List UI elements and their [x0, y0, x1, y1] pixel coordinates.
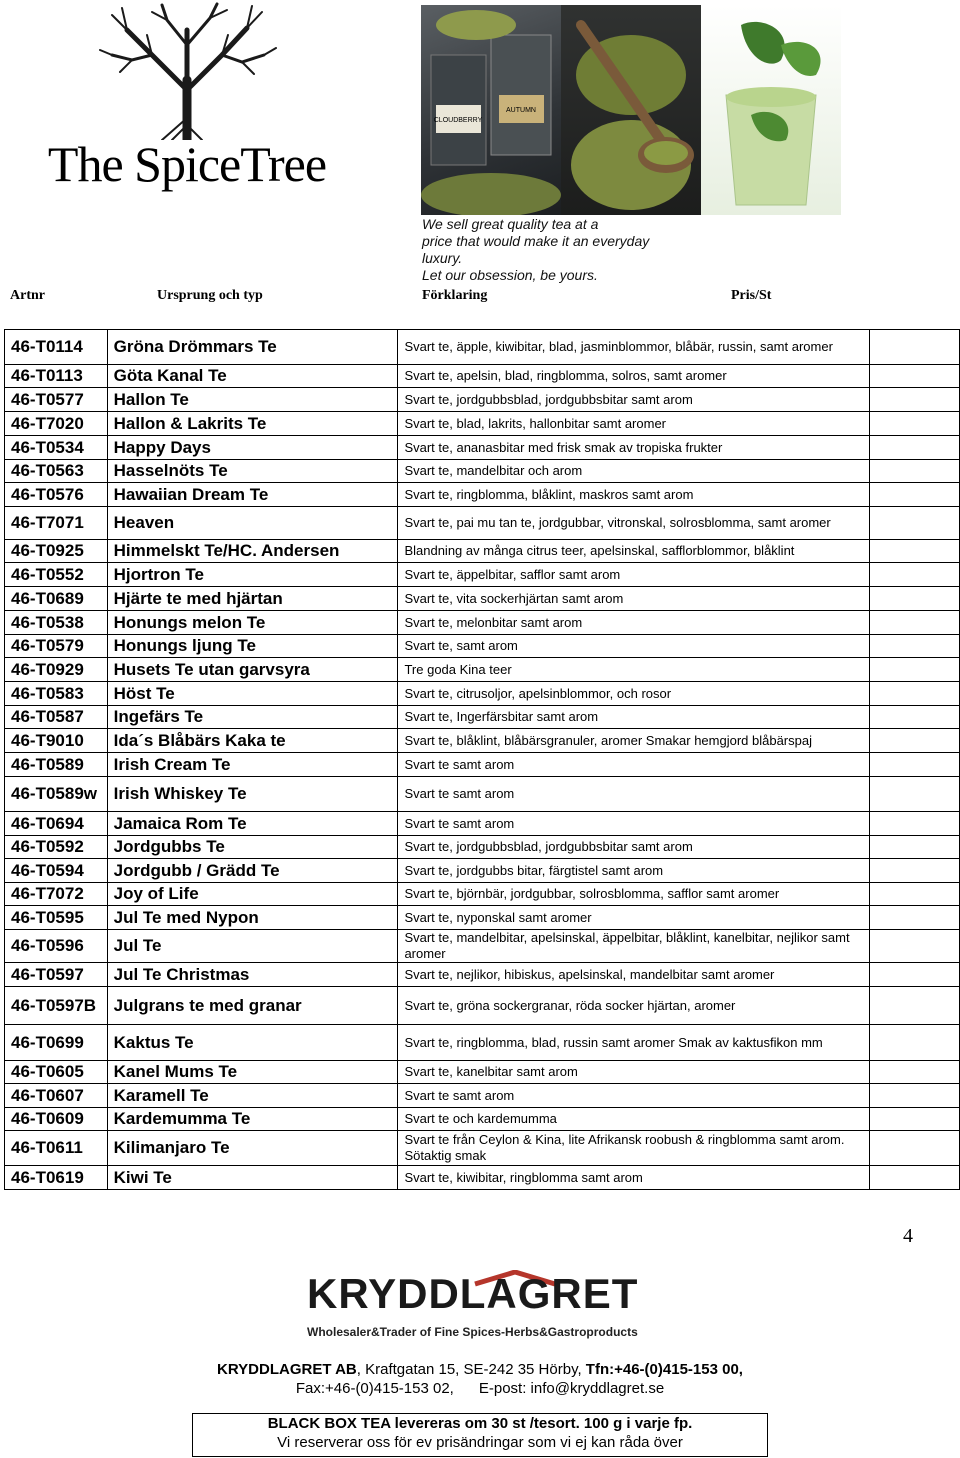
- address-line-1: [0, 1361, 960, 1378]
- page-number: 4: [903, 1225, 913, 1247]
- desc-cell: Svart te samt arom: [398, 777, 870, 812]
- price-cell: [870, 1084, 960, 1108]
- table-row: [5, 460, 960, 483]
- company-phone: Tfn:+46-(0)415-153 00,: [585, 1361, 743, 1378]
- artnr-cell: 46-T0694: [5, 812, 108, 836]
- price-cell: [870, 563, 960, 587]
- price-cell: [870, 883, 960, 906]
- price-cell: [870, 1131, 960, 1166]
- table-row: [5, 682, 960, 706]
- tea-leaves-spoon-photo: [561, 5, 701, 215]
- table-row: [5, 859, 960, 883]
- artnr-cell: 46-T0595: [5, 906, 108, 930]
- desc-cell: Svart te, Ingerfärsbitar samt arom: [398, 706, 870, 729]
- kryddlagret-logo-text: KRYDDLAGRET: [307, 1270, 639, 1317]
- desc-cell: Svart te, blad, lakrits, hallonbitar samt aromer: [398, 412, 870, 436]
- desc-cell: Svart te, kiwibitar, ringblomma samt arom: [398, 1166, 870, 1190]
- table-row: [5, 540, 960, 563]
- table-row: [5, 436, 960, 460]
- tagline-line-3: Let our obsession, be yours.: [422, 267, 598, 283]
- desc-cell: Svart te, mandelbitar och arom: [398, 460, 870, 483]
- name-cell: Honungs ljung Te: [107, 635, 398, 658]
- brand-name: The SpiceTree: [47, 136, 327, 192]
- artnr-cell: 46-T0596: [5, 930, 108, 963]
- price-cell: [870, 753, 960, 777]
- name-cell: Heaven: [107, 507, 398, 540]
- desc-cell: Svart te, nejlikor, hibiskus, apelsinskal, mandelbitar samt aromer: [398, 963, 870, 987]
- table-row: [5, 777, 960, 812]
- desc-cell: Svart te, kanelbitar samt arom: [398, 1061, 870, 1084]
- artnr-cell: 46-T0583: [5, 682, 108, 706]
- desc-cell: Svart te, citrusoljor, apelsinblommor, och rosor: [398, 682, 870, 706]
- tagline-line-2: price that would make it an everyday luxury.: [422, 233, 650, 266]
- desc-cell: Svart te från Ceylon & Kina, lite Afrikansk roobush & ringblomma samt arom. Sötaktig smak: [398, 1131, 870, 1166]
- table-row: [5, 1131, 960, 1166]
- price-cell: [870, 483, 960, 507]
- name-cell: Kardemumma Te: [107, 1108, 398, 1131]
- table-row: [5, 412, 960, 436]
- name-cell: Jul Te Christmas: [107, 963, 398, 987]
- price-cell: [870, 460, 960, 483]
- name-cell: Husets Te utan garvsyra: [107, 658, 398, 682]
- name-cell: Joy of Life: [107, 883, 398, 906]
- artnr-cell: 46-T0587: [5, 706, 108, 729]
- name-cell: Ingefärs Te: [107, 706, 398, 729]
- artnr-cell: 46-T7020: [5, 412, 108, 436]
- name-cell: Karamell Te: [107, 1084, 398, 1108]
- table-row: [5, 563, 960, 587]
- artnr-cell: 46-T7071: [5, 507, 108, 540]
- price-cell: [870, 365, 960, 388]
- table-row: [5, 365, 960, 388]
- artnr-cell: 46-T0611: [5, 1131, 108, 1166]
- desc-cell: Svart te, ringblomma, blåklint, maskros samt arom: [398, 483, 870, 507]
- name-cell: Honungs melon Te: [107, 611, 398, 635]
- table-row: [5, 706, 960, 729]
- artnr-cell: 46-T0534: [5, 436, 108, 460]
- price-cell: [870, 930, 960, 963]
- table-row: [5, 1166, 960, 1190]
- artnr-cell: 46-T0592: [5, 836, 108, 859]
- price-cell: [870, 330, 960, 365]
- table-row: [5, 883, 960, 906]
- desc-cell: Svart te, gröna sockergranar, röda socker hjärtan, aromer: [398, 987, 870, 1025]
- artnr-cell: 46-T0114: [5, 330, 108, 365]
- artnr-cell: 46-T0594: [5, 859, 108, 883]
- price-cell: [870, 611, 960, 635]
- desc-cell: Svart te, jordgubbsblad, jordgubbsbitar samt arom: [398, 388, 870, 412]
- name-cell: Hawaiian Dream Te: [107, 483, 398, 507]
- price-cell: [870, 1025, 960, 1061]
- artnr-cell: 46-T0113: [5, 365, 108, 388]
- price-cell: [870, 777, 960, 812]
- table-row: [5, 611, 960, 635]
- name-cell: Jul Te med Nypon: [107, 906, 398, 930]
- price-cell: [870, 812, 960, 836]
- name-cell: Jamaica Rom Te: [107, 812, 398, 836]
- price-cell: [870, 906, 960, 930]
- name-cell: Jordgubb / Grädd Te: [107, 859, 398, 883]
- desc-cell: Svart te, äppelbitar, safflor samt arom: [398, 563, 870, 587]
- spicetree-logo: [22, 0, 352, 200]
- price-cell: [870, 587, 960, 611]
- table-row: [5, 729, 960, 753]
- price-cell: [870, 635, 960, 658]
- artnr-cell: 46-T0577: [5, 388, 108, 412]
- artnr-cell: 46-T0605: [5, 1061, 108, 1084]
- desc-cell: Svart te samt arom: [398, 753, 870, 777]
- table-row: [5, 635, 960, 658]
- name-cell: Irish Cream Te: [107, 753, 398, 777]
- green-tea-cup-photo: [701, 5, 841, 215]
- table-row: [5, 987, 960, 1025]
- artnr-cell: 46-T0538: [5, 611, 108, 635]
- artnr-cell: 46-T0576: [5, 483, 108, 507]
- price-cell: [870, 540, 960, 563]
- desc-cell: Svart te, blåklint, blåbärsgranuler, aromer Smakar hemgjord blåbärspaj: [398, 729, 870, 753]
- table-row: [5, 507, 960, 540]
- price-cell: [870, 658, 960, 682]
- price-cell: [870, 1061, 960, 1084]
- name-cell: Kanel Mums Te: [107, 1061, 398, 1084]
- table-row: [5, 836, 960, 859]
- desc-cell: Svart te, nyponskal samt aromer: [398, 906, 870, 930]
- tin1-label: CLOUDBERRY: [433, 117, 483, 124]
- artnr-cell: 46-T0597: [5, 963, 108, 987]
- name-cell: Kilimanjaro Te: [107, 1131, 398, 1166]
- table-row: [5, 930, 960, 963]
- footer-line-2: Vi reserverar oss för ev prisändringar som vi ej kan råda över: [277, 1434, 683, 1451]
- price-cell: [870, 388, 960, 412]
- desc-cell: Tre goda Kina teer: [398, 658, 870, 682]
- artnr-cell: 46-T0552: [5, 563, 108, 587]
- table-row: [5, 1061, 960, 1084]
- footer-line-1: BLACK BOX TEA levereras om 30 st /tesort. 100 g i varje fp.: [267, 1415, 693, 1432]
- price-cell: [870, 1108, 960, 1131]
- footer-notice: [192, 1413, 768, 1457]
- artnr-cell: 46-T0619: [5, 1166, 108, 1190]
- table-row: [5, 388, 960, 412]
- table-row: [5, 330, 960, 365]
- price-cell: [870, 412, 960, 436]
- desc-cell: Svart te, melonbitar samt arom: [398, 611, 870, 635]
- desc-cell: Svart te samt arom: [398, 1084, 870, 1108]
- desc-cell: Blandning av många citrus teer, apelsinskal, safflorblommor, blåklint: [398, 540, 870, 563]
- col-origin: Ursprung och typ: [157, 288, 263, 303]
- name-cell: Ida´s Blåbärs Kaka te: [107, 729, 398, 753]
- price-cell: [870, 836, 960, 859]
- price-cell: [870, 507, 960, 540]
- name-cell: Hjortron Te: [107, 563, 398, 587]
- artnr-cell: 46-T0589w: [5, 777, 108, 812]
- price-cell: [870, 963, 960, 987]
- desc-cell: Svart te, pai mu tan te, jordgubbar, vitronskal, solrosblomma, samt aromer: [398, 507, 870, 540]
- table-row: [5, 658, 960, 682]
- artnr-cell: 46-T0563: [5, 460, 108, 483]
- desc-cell: Svart te, björnbär, jordgubbar, solrosblomma, safflor samt aromer: [398, 883, 870, 906]
- table-row: [5, 963, 960, 987]
- kryddlagret-logo-tagline: Wholesaler&Trader of Fine Spices-Herbs&Gastroproducts: [307, 1325, 638, 1339]
- tea-photos: [421, 5, 841, 215]
- artnr-cell: 46-T0589: [5, 753, 108, 777]
- price-cell: [870, 682, 960, 706]
- artnr-cell: 46-T7072: [5, 883, 108, 906]
- artnr-cell: 46-T9010: [5, 729, 108, 753]
- company-name: KRYDDLAGRET AB: [217, 1361, 357, 1378]
- desc-cell: Svart te, vita sockerhjärtan samt arom: [398, 587, 870, 611]
- name-cell: Gröna Drömmars Te: [107, 330, 398, 365]
- desc-cell: Svart te samt arom: [398, 812, 870, 836]
- artnr-cell: 46-T0597B: [5, 987, 108, 1025]
- table-row: [5, 1084, 960, 1108]
- name-cell: Kiwi Te: [107, 1166, 398, 1190]
- price-cell: [870, 436, 960, 460]
- product-table: [4, 329, 960, 1190]
- table-row: [5, 1025, 960, 1061]
- name-cell: Hallon & Lakrits Te: [107, 412, 398, 436]
- table-row: [5, 753, 960, 777]
- col-price: Pris/St: [731, 288, 772, 303]
- price-cell: [870, 987, 960, 1025]
- desc-cell: Svart te och kardemumma: [398, 1108, 870, 1131]
- name-cell: Göta Kanal Te: [107, 365, 398, 388]
- tree-icon: [92, 0, 282, 140]
- tea-tins-photo: [421, 5, 561, 215]
- name-cell: Hjärte te med hjärtan: [107, 587, 398, 611]
- col-artnr: Artnr: [10, 288, 45, 303]
- artnr-cell: 46-T0607: [5, 1084, 108, 1108]
- desc-cell: Svart te, jordgubbs bitar, färgtistel samt arom: [398, 859, 870, 883]
- table-row: [5, 483, 960, 507]
- product-rows: [5, 330, 960, 1190]
- artnr-cell: 46-T0925: [5, 540, 108, 563]
- table-row: [5, 1108, 960, 1131]
- name-cell: Höst Te: [107, 682, 398, 706]
- price-cell: [870, 1166, 960, 1190]
- name-cell: Hallon Te: [107, 388, 398, 412]
- artnr-cell: 46-T0699: [5, 1025, 108, 1061]
- col-desc: Förklaring: [422, 288, 488, 303]
- desc-cell: Svart te, ringblomma, blad, russin samt aromer Smak av kaktusfikon mm: [398, 1025, 870, 1061]
- price-cell: [870, 859, 960, 883]
- name-cell: Himmelskt Te/HC. Andersen: [107, 540, 398, 563]
- tagline-line-1: We sell great quality tea at a: [422, 216, 599, 232]
- desc-cell: Svart te, jordgubbsblad, jordgubbsbitar samt arom: [398, 836, 870, 859]
- name-cell: Irish Whiskey Te: [107, 777, 398, 812]
- desc-cell: Svart te, äpple, kiwibitar, blad, jasminblommor, blåbär, russin, samt aromer: [398, 330, 870, 365]
- company-address: , Kraftgatan 15, SE-242 35 Hörby,: [356, 1361, 586, 1378]
- artnr-cell: 46-T0609: [5, 1108, 108, 1131]
- name-cell: Kaktus Te: [107, 1025, 398, 1061]
- desc-cell: Svart te, mandelbitar, apelsinskal, äppelbitar, blåklint, kanelbitar, nejlikor samt aromer: [398, 930, 870, 963]
- name-cell: Jordgubbs Te: [107, 836, 398, 859]
- desc-cell: Svart te, samt arom: [398, 635, 870, 658]
- table-row: [5, 587, 960, 611]
- tagline: [422, 216, 672, 284]
- artnr-cell: 46-T0689: [5, 587, 108, 611]
- artnr-cell: 46-T0929: [5, 658, 108, 682]
- name-cell: Happy Days: [107, 436, 398, 460]
- desc-cell: Svart te, apelsin, blad, ringblomma, solros, samt aromer: [398, 365, 870, 388]
- artnr-cell: 46-T0579: [5, 635, 108, 658]
- address-line-2: Fax:+46-(0)415-153 02, E-post: info@kryddlagret.se: [295, 1380, 665, 1397]
- table-row: [5, 812, 960, 836]
- tin2-label: AUTUMN: [506, 107, 536, 114]
- name-cell: Jul Te: [107, 930, 398, 963]
- name-cell: Julgrans te med granar: [107, 987, 398, 1025]
- desc-cell: Svart te, ananasbitar med frisk smak av tropiska frukter: [398, 436, 870, 460]
- price-cell: [870, 729, 960, 753]
- name-cell: Hasselnöts Te: [107, 460, 398, 483]
- table-row: [5, 906, 960, 930]
- price-cell: [870, 706, 960, 729]
